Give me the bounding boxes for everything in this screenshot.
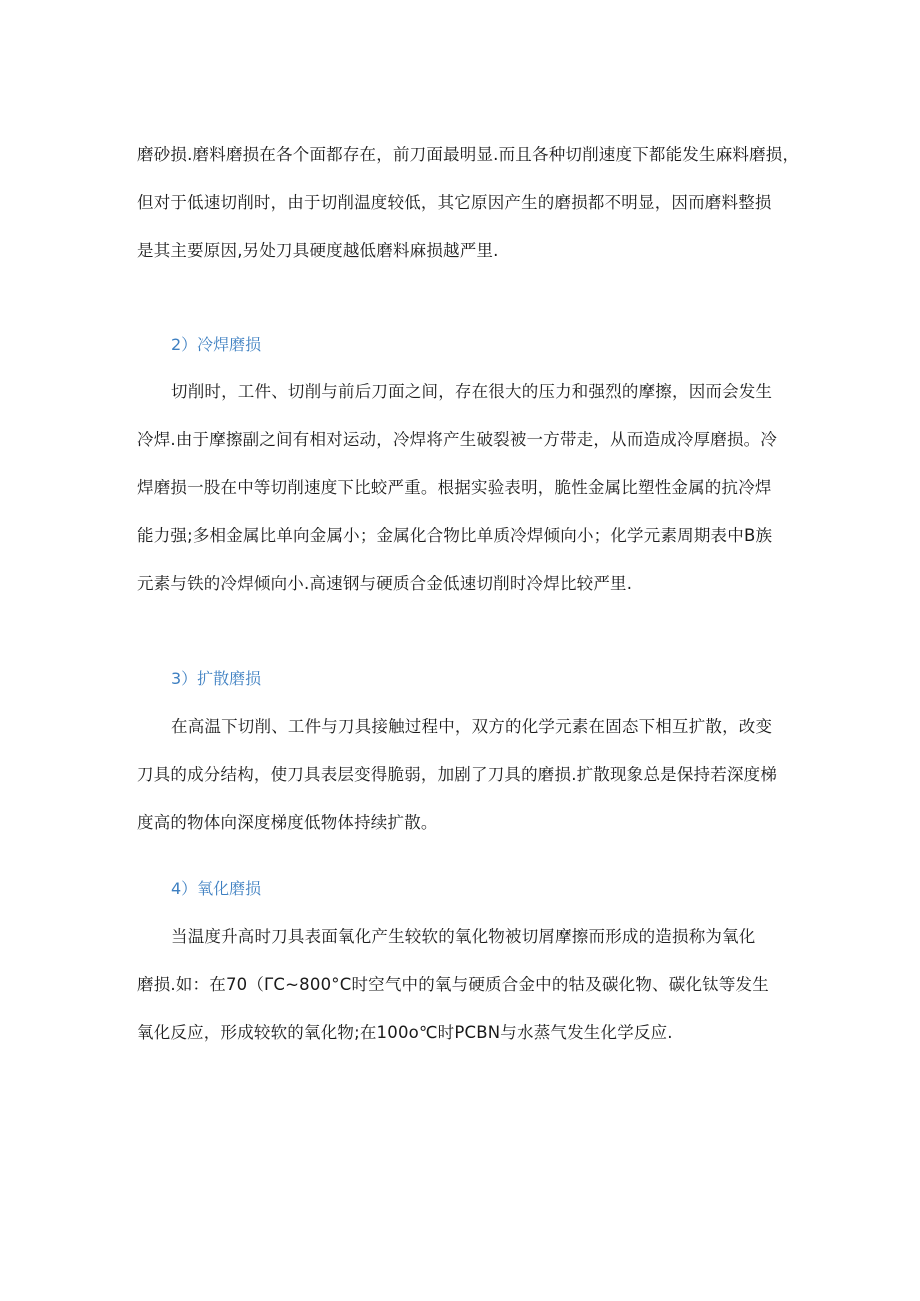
section2-line-5: 元素与铁的冷焊倾向小.高速钢与硬质合金低速切削时冷焊比较严里.: [137, 574, 633, 593]
section2-line-1: 切削时，工件、切削与前后刀面之间，存在很大的压力和强烈的摩擦，因而会发生: [171, 382, 773, 401]
intro-line-3: 是其主要原因,另处刀具硬度越低磨料麻损越严里.: [137, 241, 499, 260]
section3-line-1: 在高温下切削、工件与刀具接触过程中，双方的化学元素在固态下相互扩散，改变: [171, 717, 773, 736]
section4-line-3: 氧化反应，形成较软的氧化物;在100o℃时PCBN与水蒸气发生化学反应.: [137, 1023, 673, 1042]
section2-line-2: 冷焊.由于摩擦副之间有相对运动，冷焊将产生破裂被一方带走，从而造成冷厚磨损。冷: [137, 430, 778, 449]
section4-line-2: 磨损.如：在70（ΓC~800°C时空气中的氧与硬质合金中的牯及碳化物、碳化钛等发生: [137, 975, 769, 994]
section-heading-diffusion: 3）扩散磨损: [171, 669, 262, 688]
section4-line-1: 当温度升高时刀具表面氧化产生较软的氧化物被切屑摩擦而形成的造损称为氧化: [171, 927, 756, 946]
section3-line-2: 刀具的成分结构，使刀具表层变得脆弱，加剧了刀具的磨损.扩散现象总是保持若深度梯: [137, 765, 778, 784]
section2-line-3: 焊磨损一股在中等切削速度下比蛟严重。根据实验表明，脆性金属比塑性金属的抗冷焊: [137, 478, 772, 497]
section-heading-cold-weld: 2）冷焊磨损: [171, 335, 262, 354]
intro-line-1: 磨砂损.磨料磨损在各个面都存在，前刀面最明显.而且各种切削速度下都能发生麻料磨损，: [137, 145, 800, 164]
section2-line-4: 能力强;多相金属比单向金属小；金属化合物比单质冷焊倾向小；化学元素周期表中B族: [137, 526, 773, 545]
section3-line-3: 度高的物体向深度梯度低物体持续扩散。: [137, 813, 438, 832]
intro-line-2: 但对于低速切削时，由于切削温度较低，其它原因产生的磨损都不明显，因而磨料整损: [137, 193, 772, 212]
section-heading-oxidation: 4）氧化磨损: [171, 879, 262, 898]
